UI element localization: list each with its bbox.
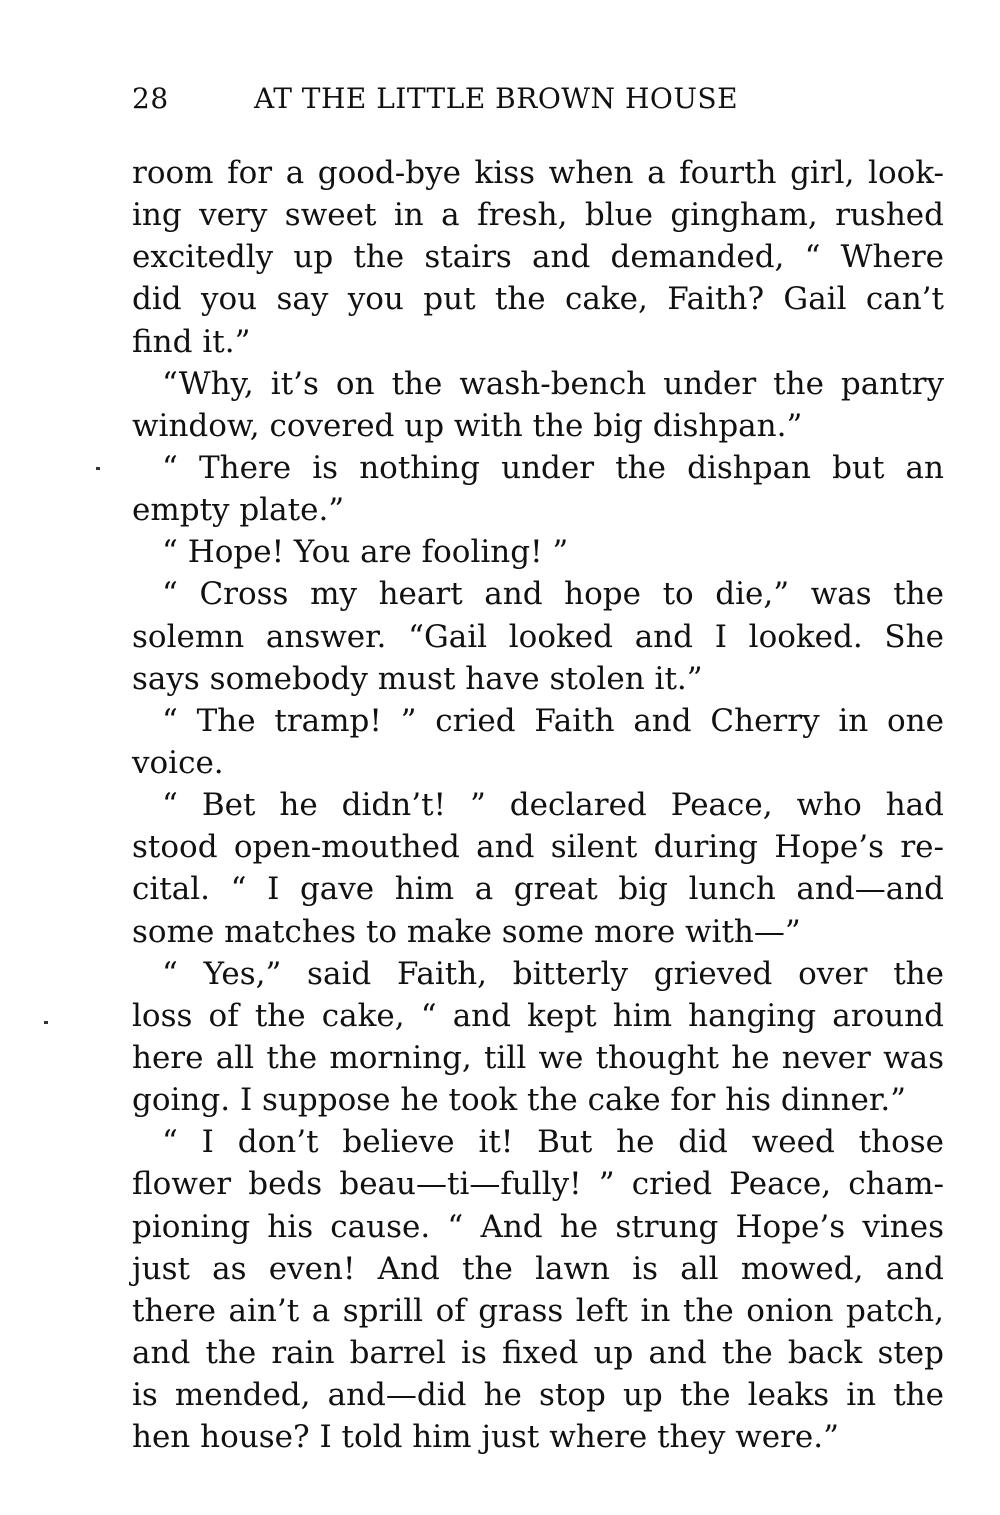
running-header (132, 82, 852, 126)
text-line: loss of the cake, “ and kept him hanging around (132, 997, 944, 1034)
text-line: empty plate.” (132, 492, 345, 529)
text-line: hen house? I told him just where they were.” (132, 1419, 839, 1456)
text-line: voice. (132, 744, 224, 781)
text-line: pioning his cause. “ And he strung Hope’s vines (132, 1208, 944, 1245)
text-line: ing very sweet in a fresh, blue gingham, rushed (132, 197, 944, 234)
text-line: “ The tramp! ” cried Faith and Cherry in one (162, 702, 944, 739)
text-line: says somebody must have stolen it.” (132, 660, 703, 697)
text-line: “ Bet he didn’t! ” declared Peace, who had (162, 787, 944, 824)
text-line: some matches to make some more with—” (132, 913, 801, 950)
text-line: here all the morning, till we thought he never was (132, 1039, 944, 1076)
text-line: flower beds beau—ti—fully! ” cried Peace, cham- (132, 1166, 944, 1203)
text-line: room for a good-bye kiss when a fourth girl, look- (132, 155, 944, 191)
margin-speck (96, 467, 100, 470)
text-line: solemn answer. “Gail looked and I looked. She (132, 618, 944, 655)
margin-speck (44, 1021, 48, 1024)
text-line: find it.” (132, 323, 251, 360)
text-line: just as even! And the lawn is all mowed, and (132, 1250, 944, 1287)
text-line: and the rain barrel is fixed up and the back step (132, 1334, 944, 1371)
text-line: “ There is nothing under the dishpan but an (162, 449, 944, 486)
text-line: did you say you put the cake, Faith? Gail can’t (132, 281, 944, 318)
text-line: “ Hope! You are fooling! ” (162, 534, 569, 571)
text-line: “ Cross my heart and hope to die,” was the (162, 576, 944, 613)
text-line: “ Yes,” said Faith, bitterly grieved over the (162, 955, 944, 992)
running-title: AT THE LITTLE BROWN HOUSE (254, 82, 739, 115)
text-line: there ain’t a sprill of grass left in the onion patch, (132, 1292, 944, 1329)
text-line: excitedly up the stairs and demanded, “ Where (132, 239, 944, 276)
text-line: window, covered up with the big dishpan.” (132, 407, 803, 444)
text-line: “Why, it’s on the wash-bench under the pantry (162, 365, 944, 402)
body-text (132, 152, 944, 1458)
text-line: stood open-mouthed and silent during Hope’s re- (132, 829, 944, 866)
text-line: “ I don’t believe it! But he did weed those (162, 1124, 944, 1161)
page-number: 28 (132, 82, 169, 115)
text-line: cital. “ I gave him a great big lunch and—and (132, 871, 944, 908)
text-line: is mended, and—did he stop up the leaks in the (132, 1377, 944, 1414)
text-line: going. I suppose he took the cake for his dinner.” (132, 1082, 907, 1119)
